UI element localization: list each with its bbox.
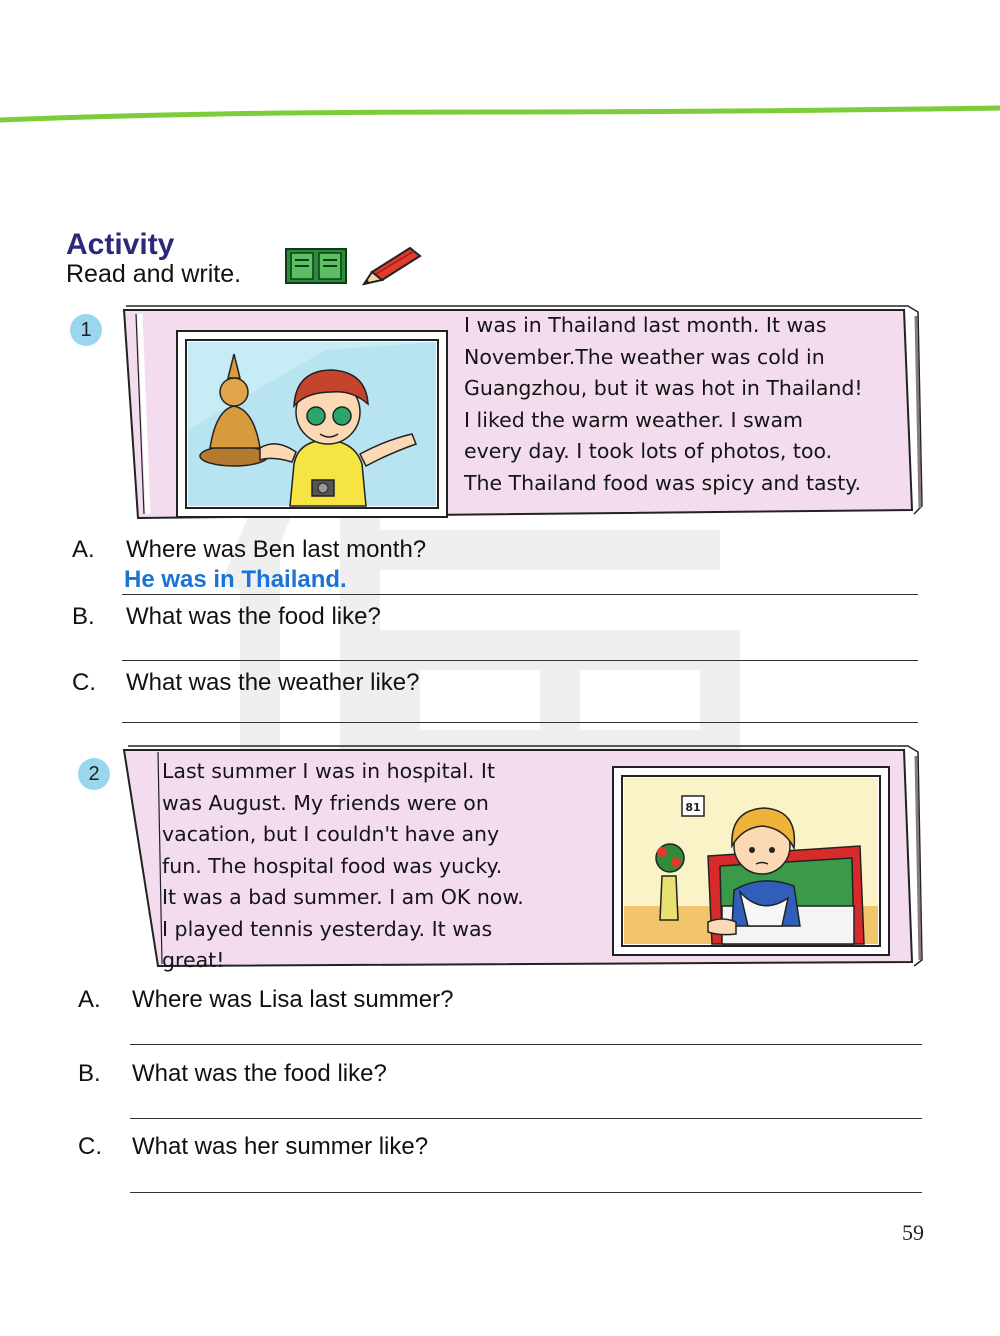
green-divider (0, 100, 1000, 130)
answer-1a[interactable]: He was in Thailand. (124, 566, 347, 593)
page-number: 59 (902, 1220, 924, 1245)
question-letter: A. (78, 986, 101, 1013)
answer-line-2c (130, 1192, 922, 1193)
question-letter: A. (72, 536, 95, 563)
book-icon (284, 247, 348, 287)
question-text: What was the weather like? (126, 669, 420, 696)
question-letter: C. (78, 1133, 102, 1160)
passage-line: Guangzhou, but it was hot in Thailand! (464, 376, 863, 400)
question-text: What was the food like? (132, 1060, 387, 1087)
passage-line: I played tennis yesterday. It was (162, 916, 493, 941)
passage-line: vacation, but I couldn't have any (162, 822, 500, 846)
question-letter: C. (72, 669, 96, 696)
answer-line-1b (122, 660, 918, 661)
section-2-passage (162, 756, 524, 977)
question-letter: B. (78, 1060, 101, 1087)
passage-line: The Thailand food was spicy and tasty. (464, 470, 861, 495)
passage-line: November.The weather was cold in (464, 344, 825, 369)
answer-line-2a (130, 1044, 922, 1045)
passage-line: fun. The hospital food was yucky. (162, 853, 503, 878)
question-text: Where was Ben last month? (126, 536, 427, 563)
passage-line: was August. My friends were on (162, 790, 489, 815)
room-number: 81 (685, 801, 701, 814)
section-1-passage (464, 310, 863, 499)
activity-instruction: Read and write. (66, 260, 242, 288)
passage-line: great! (162, 948, 225, 972)
answer-line-1c (122, 722, 918, 723)
question-letter: B. (72, 603, 95, 630)
activity-heading (66, 228, 241, 289)
ben-illustration (176, 330, 450, 520)
section-1-number: 1 (70, 314, 102, 346)
answer-line-2b (130, 1118, 922, 1119)
question-text: What was the food like? (126, 603, 381, 630)
question-text: Where was Lisa last summer? (132, 986, 454, 1013)
activity-title: Activity (66, 228, 175, 261)
passage-line: Last summer I was in hospital. It (162, 759, 496, 783)
pencil-icon (362, 242, 426, 286)
answer-line-1a (122, 594, 918, 595)
passage-line: every day. I took lots of photos, too. (464, 439, 833, 463)
question-text: What was her summer like? (132, 1133, 429, 1160)
passage-line: I was in Thailand last month. It was (464, 313, 827, 337)
section-2-number: 2 (78, 758, 110, 790)
passage-line: It was a bad summer. I am OK now. (162, 885, 524, 909)
passage-line: I liked the warm weather. I swam (464, 407, 803, 432)
lisa-illustration (612, 766, 892, 958)
